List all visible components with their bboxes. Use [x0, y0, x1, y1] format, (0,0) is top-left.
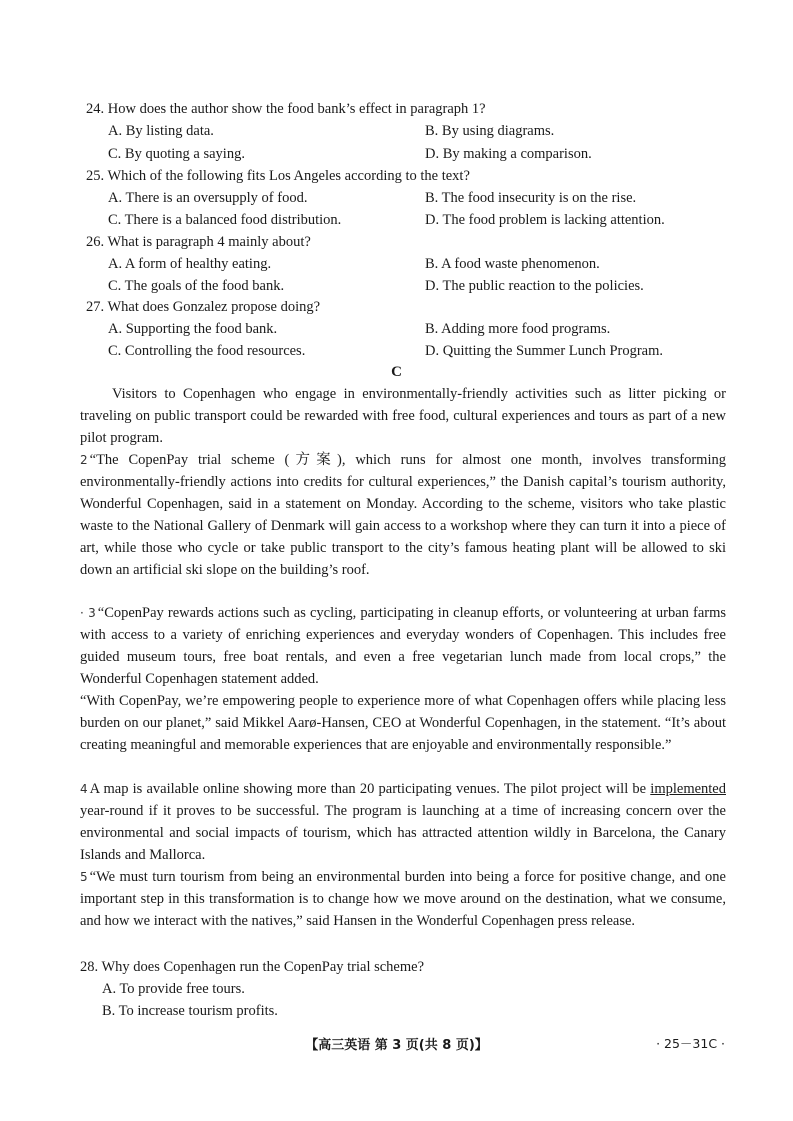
question-27-option-a: A. Supporting the food bank. — [108, 321, 278, 337]
paragraph-number-2: 2 — [80, 453, 88, 467]
question-24-option-b: B. By using diagrams. — [425, 123, 555, 139]
passage-paragraph-3 — [80, 602, 726, 690]
passage-paragraph-3-text: “CopenPay rewards actions such as cycling, participating in cleanup efforts, or volunteering at urban farms with access to a variety of enriching experiences and everyday wonders of Copenhagen. This includes free guided museum tours, free boat rentals, and even a free vegetarian lunch made from local crops,” the Wonderful Copenhagen statement added. — [80, 605, 727, 687]
question-28-stem: 28. Why does Copenhagen run the CopenPay trial scheme? — [80, 959, 425, 975]
question-24-option-c: C. By quoting a saying. — [108, 146, 245, 162]
page-footer: 【高三英语 第 3 页(共 8 页)】 — [305, 1038, 488, 1053]
question-27-stem: 27. What does Gonzalez propose doing? — [86, 299, 321, 315]
passage-paragraph-4-text-a: A map is available online showing more than 20 participating venues. The pilot project will be — [89, 781, 651, 797]
question-27-option-d: D. Quitting the Summer Lunch Program. — [425, 343, 664, 359]
question-26-option-a: A. A form of healthy eating. — [108, 256, 272, 272]
question-24-option-d: D. By making a comparison. — [425, 146, 592, 162]
passage-paragraph-2 — [80, 449, 726, 581]
question-26-option-c: C. The goals of the food bank. — [108, 278, 285, 294]
question-25-stem: 25. Which of the following fits Los Angeles according to the text? — [86, 168, 470, 184]
passage-paragraph-5-text: “We must turn tourism from being an environmental burden into being a force for positive change, and one important step in this transformation is to change how we move around on the destination, what we consume, and how we interact with the natives,” said Hansen in the Wonderful Copenhagen press release. — [80, 869, 726, 929]
question-26-stem: 26. What is paragraph 4 mainly about? — [86, 234, 311, 250]
passage-paragraph-3b: “With CopenPay, we’re empowering people to experience more of what Copenhagen offers while placing less burden on our planet,” said Mikkel Aarø-Hansen, CEO at Wonderful Copenhagen, in the statement. “It’s about creating meaningful and memorable experiences that are enjoyable and environmentally responsible.” — [80, 693, 726, 753]
question-26-option-b: B. A food waste phenomenon. — [425, 256, 600, 272]
question-28-option-a: A. To provide free tours. — [102, 981, 245, 997]
passage-paragraph-4 — [80, 778, 726, 866]
passage-paragraph-2-text: “The CopenPay trial scheme (方案), which runs for almost one month, involves transforming environmentally-friendly actions into credits for cultural experiences,” the Danish capital’s tourism authority, Wonderful Copenhagen, said in a statement on Monday. According to the scheme, visitors who take plastic waste to the National Gallery of Denmark will gain access to a workshop where they can turn it into a piece of art, while those who cycle or take public transport to the city’s famous heating plant will be allowed to ski down an artificial ski slope on the building’s roof. — [80, 452, 726, 578]
passage-paragraph-5 — [80, 866, 726, 932]
question-24-option-a: A. By listing data. — [108, 123, 214, 139]
passage-paragraph-4-text-b: year-round if it proves to be successful. The program is launching at a time of increasing concern over the environmental and social impacts of tourism, which has attracted attention wildly in Barcelona, the Canary Islands and Mallorca. — [80, 803, 726, 863]
paragraph-number-3: · 3 — [80, 606, 96, 620]
question-25-option-c: C. There is a balanced food distribution. — [108, 212, 342, 228]
question-24-stem: 24. How does the author show the food bank’s effect in paragraph 1? — [86, 101, 486, 117]
question-26-option-d: D. The public reaction to the policies. — [425, 278, 644, 294]
question-25-option-d: D. The food problem is lacking attention. — [425, 212, 665, 228]
question-27-option-c: C. Controlling the food resources. — [108, 343, 306, 359]
section-title: C — [391, 364, 402, 380]
question-27-option-b: B. Adding more food programs. — [425, 321, 611, 337]
underlined-word: implemented — [650, 781, 726, 797]
question-25-option-b: B. The food insecurity is on the rise. — [425, 190, 637, 206]
passage-paragraph-1: Visitors to Copenhagen who engage in environmentally-friendly activities such as litter picking or traveling on public transport could be rewarded with free food, cultural experiences and tours as part of a new pilot program. — [80, 386, 726, 446]
paragraph-number-4: 4 — [80, 782, 88, 796]
paragraph-number-5: 5 — [80, 870, 88, 884]
question-28-option-b: B. To increase tourism profits. — [102, 1003, 278, 1019]
question-25-option-a: A. There is an oversupply of food. — [108, 190, 308, 206]
paper-code: · 25－31C · — [656, 1036, 725, 1051]
